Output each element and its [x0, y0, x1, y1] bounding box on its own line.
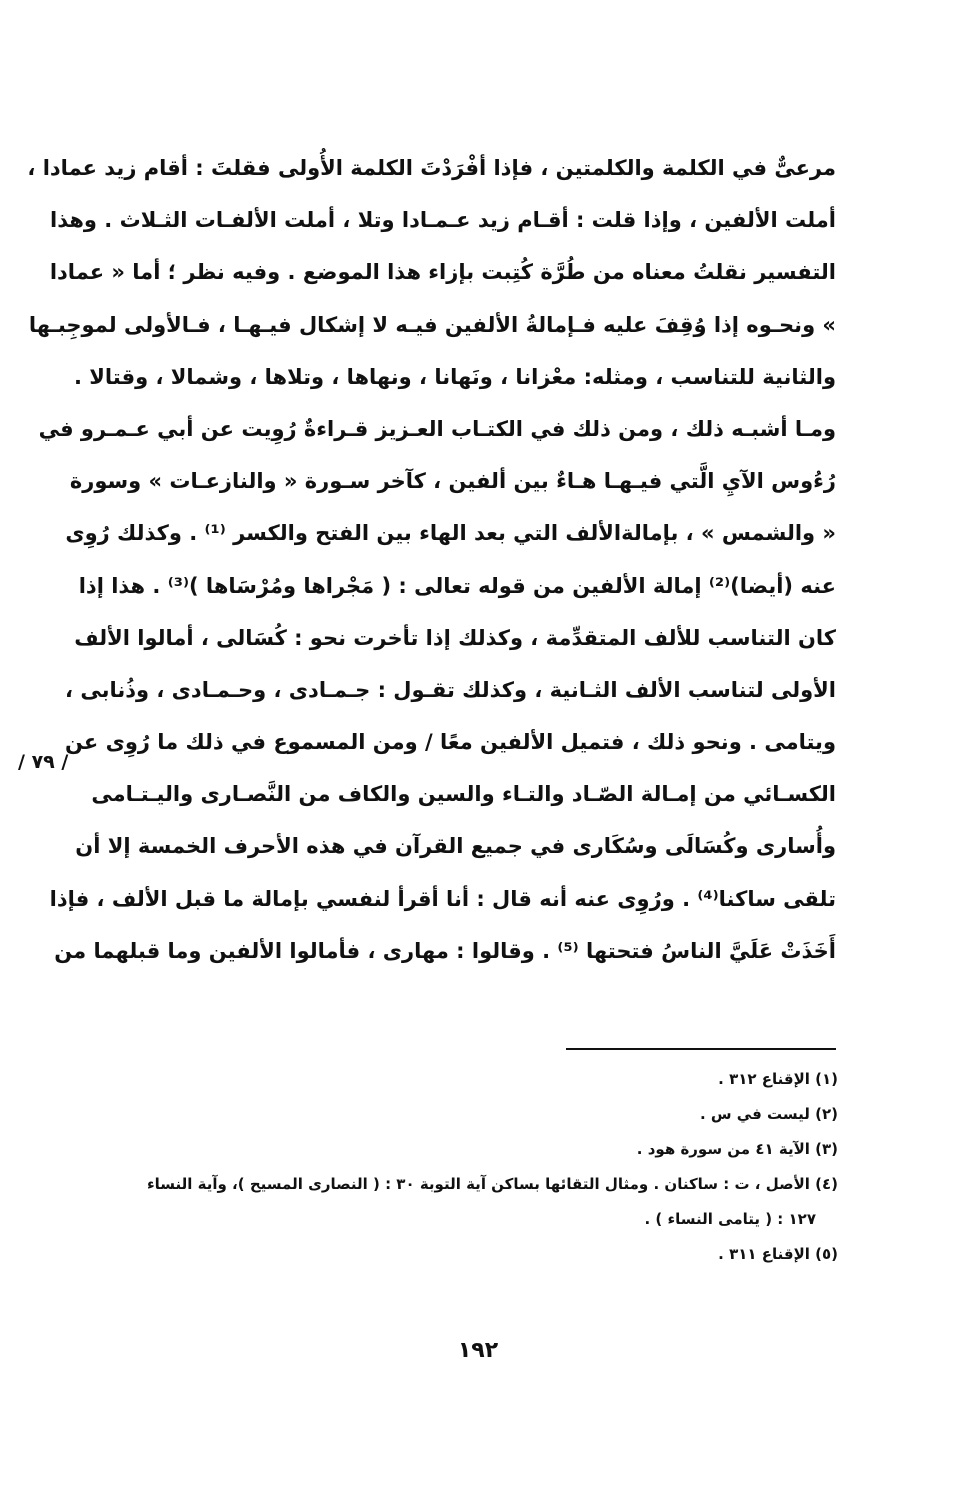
footnote-separator [566, 1048, 836, 1050]
text-line-10: كان التناسب للألف المتقدِّمة ، وكذلك إذا تأخرت نحو : كُسَالى ، أمالوا الألف [74, 625, 836, 650]
text-line-9: عنه (أيضا)⁽²⁾ إمالة الألفين من قوله تعالى : ( مَجْراها ومُرْسَاها )⁽³⁾ . هذا إذا [78, 573, 836, 598]
footnote-4-continuation: ١٢٧ : ( يتامى النساء ) . [644, 1210, 816, 1228]
text-line-15: تلقى ساكنا⁽⁴⁾ . ورُوِى عنه أنه قال : أنا أقرأ لنفسي بإمالة ما قبل الألف ، فإذا [49, 886, 836, 911]
text-line-2: أملت الألفين ، وإذا قلت : أقـام زيد عـمـادا وتلا ، أملت الألفـات الثـلاث . وهذا [50, 208, 836, 233]
text-line-3: التفسير نقلتُ معناه من طُرَّة كُتِبت بإزاء هذا الموضع . وفيه نظر ؛ أما « عمادا [49, 260, 836, 285]
text-line-7: رُءُوس الآيِ الَّتي فيـهـا هـاءٌ بين ألفين ، كآخر سـورة « والنازعـات » وسورة [69, 469, 836, 494]
text-line-5: والثانية للتناسب ، ومثله: معْزانا ، ونَهانا ، ونهاها ، وتلاها ، وشمالا ، وقتالا . [73, 364, 836, 389]
text-line-11: الأولى لتناسب الألف الثـانية ، وكذلك تقـول : جـمـادى ، وحـمـادى ، وذُنابى ، [65, 677, 836, 702]
footnote-3: (٣) الآية ٤١ من سورة هود . [636, 1140, 838, 1158]
text-line-1: مرعىٌّ في الكلمة والكلمتين ، فإذا أفْرَدْتَ الكلمة الأُولى فقلتَ : أقام زيد عمادا ، [27, 156, 836, 180]
footnote-2: (٢) ليست في س . [699, 1105, 838, 1123]
text-line-16: أَخَذَتْ عَلَيَّ الناسُ فتحتها ⁽⁵⁾ . وقالوا : مهارى ، فأمالوا الألفين وما قبلهما من [54, 938, 836, 963]
text-line-14: وأُسارى وكُسَالَى وسُكَارى في جميع القرآن في هذه الأحرف الخمسة إلا أن [75, 834, 836, 859]
footnote-4: (٤) الأصل ، ت : ساكنان . ومثال التقائها بساكن آية التوبة ٣٠ : ( النصارى المسيح )، وآية النساء [146, 1175, 838, 1193]
text-line-4: » ونحـوه إذا وُقِفَ عليه فـإمالةُ الألفين فيـه لا إشكال فيـهـا ، فـالأولى لموجِبـها [28, 312, 836, 337]
page-number: ١٩٢ [457, 1338, 499, 1363]
text-line-8: « والشمس » ، بإمالةالألف التي بعد الهاء بين الفتح والكسر ⁽¹⁾ . وكذلك رُوِى [65, 521, 836, 546]
text-line-12: ويتامى . ونحو ذلك ، فتميل الألفين معًا / ومن المسموع في ذلك ما رُوِى عن [65, 730, 836, 755]
footnotes-block [80, 1062, 838, 1272]
footnote-5: (٥) الإقناع ٣١١ . [718, 1245, 838, 1263]
margin-folio-reference: / ٧٩ / [18, 751, 69, 773]
text-line-6: ومـا أشبـه ذلك ، ومن ذلك في الكتـاب العـزيز قـراءةٌ رُوِيت عن أبي عـمـرو في [38, 416, 836, 441]
text-line-13: الكسـائي من إمـالة الصّـاد والتـاء والسين والكاف من النَّصـارى واليـتـامى [91, 782, 836, 807]
footnote-1: (١) الإقناع ٣١٢ . [718, 1070, 838, 1088]
